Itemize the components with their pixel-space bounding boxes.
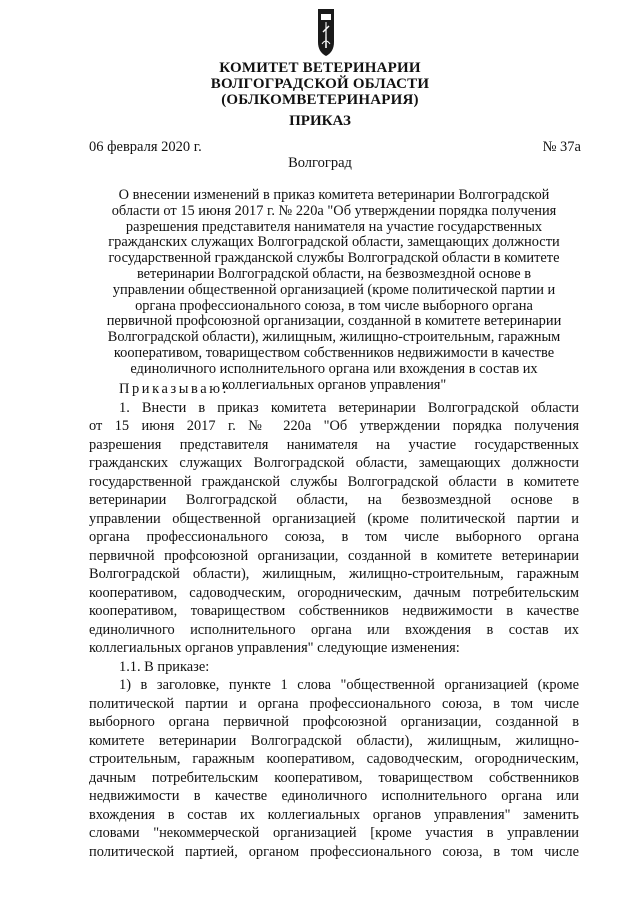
body-line: государственной гражданской службы Волгоградской области в комитете: [89, 473, 579, 490]
body-line: 1.1. В приказе:: [119, 658, 210, 675]
body-line: коллегиальных органов управления" следующие изменения:: [89, 640, 460, 656]
title-line: первичной профсоюзной организации, созданной в комитете ветеринарии: [106, 313, 562, 330]
body-line: 1) в заголовке, пункте 1 слова "общественной организацией (кроме: [119, 677, 579, 693]
coat-of-arms-icon: [317, 8, 335, 58]
title-line: органа профессионального союза, в том числе выборного органа: [135, 297, 533, 314]
body-line: Волгоградской области), жилищным, жилищно-строительным, гаражным: [89, 566, 579, 582]
title-line: гражданских служащих Волгоградской области, замещающих должности: [108, 234, 560, 251]
document-date: 06 февраля 2020 г.: [89, 139, 202, 155]
body-line: ветеринарии Волгоградской области, на безвозмездной основе в: [89, 492, 579, 508]
body-line: от 15 июня 2017 г. № 220а "Об утверждении порядка получения: [89, 418, 579, 434]
document-number: № 37а: [542, 139, 581, 155]
body-line: разрешения представителя нанимателя на участие государственных: [89, 436, 579, 453]
body-line: выборного органа первичной профсоюзной организации, созданной в: [89, 714, 579, 730]
org-name-line: ВОЛГОГРАДСКОЙ ОБЛАСТИ: [210, 76, 430, 92]
body-line: гражданских служащих Волгоградской области, замещающих должности: [89, 455, 579, 471]
title-line: области от 15 июня 2017 г. № 220а "Об утверждении порядка получения: [111, 202, 557, 219]
order-word: Приказываю:: [119, 381, 230, 397]
title-line: управлении общественной организацией (кроме политической партии и: [112, 281, 556, 298]
body-line: дачным потребительским кооперативом, товариществом собственников: [89, 769, 579, 786]
title-line: кооперативом, товариществом собственников недвижимости в качестве: [113, 344, 555, 361]
body-line: органа профессионального союза, в том числе выборного органа: [89, 529, 579, 545]
document-type: ПРИКАЗ: [289, 113, 351, 129]
document-title: [84, 188, 584, 393]
title-line: коллегиальных органов управления": [221, 376, 447, 393]
body-line: кооперативом, товариществом собственников недвижимости в качестве: [89, 603, 579, 619]
document-body: [89, 380, 579, 861]
body-line: комитете ветеринарии Волгоградской области), жилищным, жилищно-: [89, 732, 579, 749]
body-line: 1. Внести в приказ комитета ветеринарии Волгоградской области: [119, 399, 579, 416]
body-paragraphs: [89, 399, 579, 862]
body-line: строительным, гаражным кооперативом, садоводческим, огородническим,: [89, 751, 579, 767]
body-line: словами "некоммерческой организацией [кроме участия в управлении: [89, 825, 579, 841]
title-line: О внесении изменений в приказ комитета ветеринарии Волгоградской: [118, 187, 550, 203]
document-city: Волгоград: [288, 155, 352, 171]
title-line: единоличного исполнительного органа или вхождения в состав их: [130, 360, 538, 377]
body-line: недвижимости в качестве единоличного исполнительного органа или: [89, 788, 579, 804]
body-line: политической партией, органом профессионального союза, в том числе: [89, 843, 579, 860]
body-line: единоличного исполнительного органа или вхождения в состав их: [89, 621, 579, 638]
organization-header: [0, 60, 640, 108]
body-line: управлении общественной организацией (кроме политической партии и: [89, 510, 579, 527]
body-line: вхождения в состав их коллегиальных органов управления" заменить: [89, 806, 579, 823]
body-line: первичной профсоюзной организации, созданной в комитете ветеринарии: [89, 547, 579, 564]
org-abbreviation: (ОБЛКОМВЕТЕРИНАРИЯ): [221, 92, 419, 108]
body-line: кооперативом, садоводческим, огородническим, дачным потребительским: [89, 584, 579, 601]
title-line: государственной гражданской службы Волгоградской области в комитете: [108, 250, 560, 267]
org-name-line: КОМИТЕТ ВЕТЕРИНАРИИ: [219, 60, 421, 76]
body-line: политической партии и органа профессионального союза, в том числе: [89, 695, 579, 712]
title-line: разрешения представителя нанимателя на участие государственных: [125, 218, 543, 235]
title-line: ветеринарии Волгоградской области, на безвозмездной основе в: [136, 265, 532, 282]
title-line: Волгоградской области), жилищным, жилищно-строительным, гаражным: [107, 329, 561, 346]
